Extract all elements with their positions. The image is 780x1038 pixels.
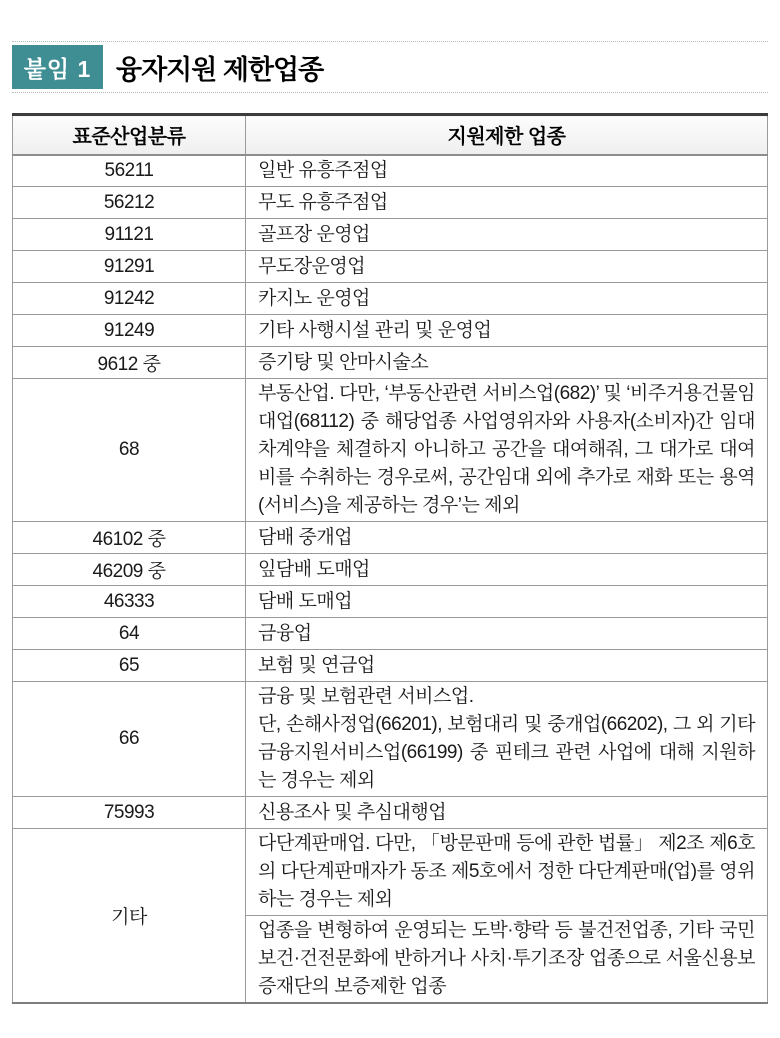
industry-code-cell: 91121 [13, 219, 246, 251]
industry-code-cell: 9612 중 [13, 347, 246, 379]
restricted-industry-text: 보험 및 연금업 [258, 654, 375, 676]
industry-code-cell: 46102 중 [13, 522, 246, 554]
restricted-industry-cell [246, 155, 768, 187]
table-row [13, 650, 768, 682]
table-row [13, 315, 768, 347]
restricted-industry-cell [246, 829, 768, 916]
table-row [13, 829, 768, 916]
attachment-header [12, 41, 768, 93]
restricted-industry-text: 금융업 [258, 622, 312, 644]
restricted-industry-text: 업종을 변형하여 운영되는 도박·향락 등 불건전업종, 기타 국민보건·건전문화에 반하거나 사치·투기조장 업종으로 서울신용보증재단의 보증제한 업종 [258, 920, 755, 997]
restricted-industry-text: 카지노 운영업 [258, 287, 370, 309]
restricted-industry-cell [246, 315, 768, 347]
table-row [13, 379, 768, 522]
table-row [13, 522, 768, 554]
restricted-industry-cell [246, 251, 768, 283]
industry-code-cell: 64 [13, 618, 246, 650]
restricted-industry-cell [246, 618, 768, 650]
restricted-industry-cell [246, 916, 768, 1004]
industry-code-cell: 91249 [13, 315, 246, 347]
table-body [13, 155, 768, 1004]
table-header-row [13, 115, 768, 155]
restricted-industry-cell [246, 682, 768, 797]
restricted-industry-text: 신용조사 및 추심대행업 [258, 801, 447, 823]
column-header-restricted-industry: 지원제한 업종 [246, 115, 768, 155]
industry-code-cell: 68 [13, 379, 246, 522]
table-row [13, 155, 768, 187]
industry-code-cell: 75993 [13, 797, 246, 829]
industry-code-cell: 46333 [13, 586, 246, 618]
restricted-industry-cell [246, 797, 768, 829]
restricted-industry-text: 골프장 운영업 [258, 223, 370, 245]
restricted-industry-cell [246, 379, 768, 522]
page-title: 융자지원 제한업종 [116, 54, 324, 85]
industry-code-cell: 65 [13, 650, 246, 682]
industry-code-cell: 91291 [13, 251, 246, 283]
restricted-industry-text: 기타 사행시설 관리 및 운영업 [258, 319, 492, 341]
table-row [13, 347, 768, 379]
restricted-industry-text: 일반 유흥주점업 [258, 159, 388, 181]
restricted-industry-text: 증기탕 및 안마시술소 [258, 351, 429, 373]
industry-code-cell: 기타 [13, 829, 246, 1004]
restricted-industry-cell [246, 554, 768, 586]
table-row [13, 586, 768, 618]
restricted-industry-cell [246, 586, 768, 618]
column-header-industry-code: 표준산업분류 [13, 115, 246, 155]
table-row [13, 682, 768, 797]
restricted-industry-text: 단, 손해사정업(66201), 보험대리 및 중개업(66202), 그 외 기타 금융지원서비스업(66199) 중 핀테크 관련 사업에 대해 지원하는 경우는 제외 [258, 714, 755, 791]
restricted-industry-cell [246, 187, 768, 219]
industry-code-cell: 46209 중 [13, 554, 246, 586]
table-row [13, 554, 768, 586]
attachment-number-badge: 붙임 1 [12, 45, 103, 89]
restricted-industry-cell [246, 650, 768, 682]
industry-code-cell: 56212 [13, 187, 246, 219]
table-row [13, 797, 768, 829]
table-row [13, 187, 768, 219]
table-row [13, 251, 768, 283]
restricted-industry-cell [246, 347, 768, 379]
restricted-industries-table [12, 113, 768, 1004]
table-row [13, 283, 768, 315]
industry-code-cell: 91242 [13, 283, 246, 315]
restricted-industry-text: 담배 도매업 [258, 590, 353, 612]
restricted-industry-cell [246, 219, 768, 251]
industry-code-cell: 66 [13, 682, 246, 797]
restricted-industry-text: 무도 유흥주점업 [258, 191, 388, 213]
restricted-industry-text: 무도장운영업 [258, 255, 366, 277]
restricted-industry-text: 다단계판매업. 다만, 「방문판매 등에 관한 법률」 제2조 제6호의 다단계판매자가 동조 제5호에서 정한 다단계판매(업)를 영위하는 경우는 제외 [258, 833, 755, 910]
restricted-industry-cell [246, 522, 768, 554]
restricted-industry-cell [246, 283, 768, 315]
table-row [13, 618, 768, 650]
table-header [13, 115, 768, 155]
table-row [13, 219, 768, 251]
restricted-industry-text: 부동산업. 다만, ‘부동산관련 서비스업(682)’ 및 ‘비주거용건물임대업(68112) 중 해당업종 사업영위자와 사용자(소비자)간 임대차계약을 체결하지 아니하고 공간을 대여해줘, 그 대가로 대여비를 수취하는 경우로써, 공간임대 외에 추가로 재화 또는 용역(서비스)을 제공하는 경우’는 제외 [258, 383, 755, 516]
restricted-industry-text: 담배 중개업 [258, 526, 353, 548]
restricted-industry-text: 금융 및 보험관련 서비스업. [258, 686, 474, 707]
restricted-industry-text: 잎담배 도매업 [258, 558, 370, 580]
industry-code-cell: 56211 [13, 155, 246, 187]
